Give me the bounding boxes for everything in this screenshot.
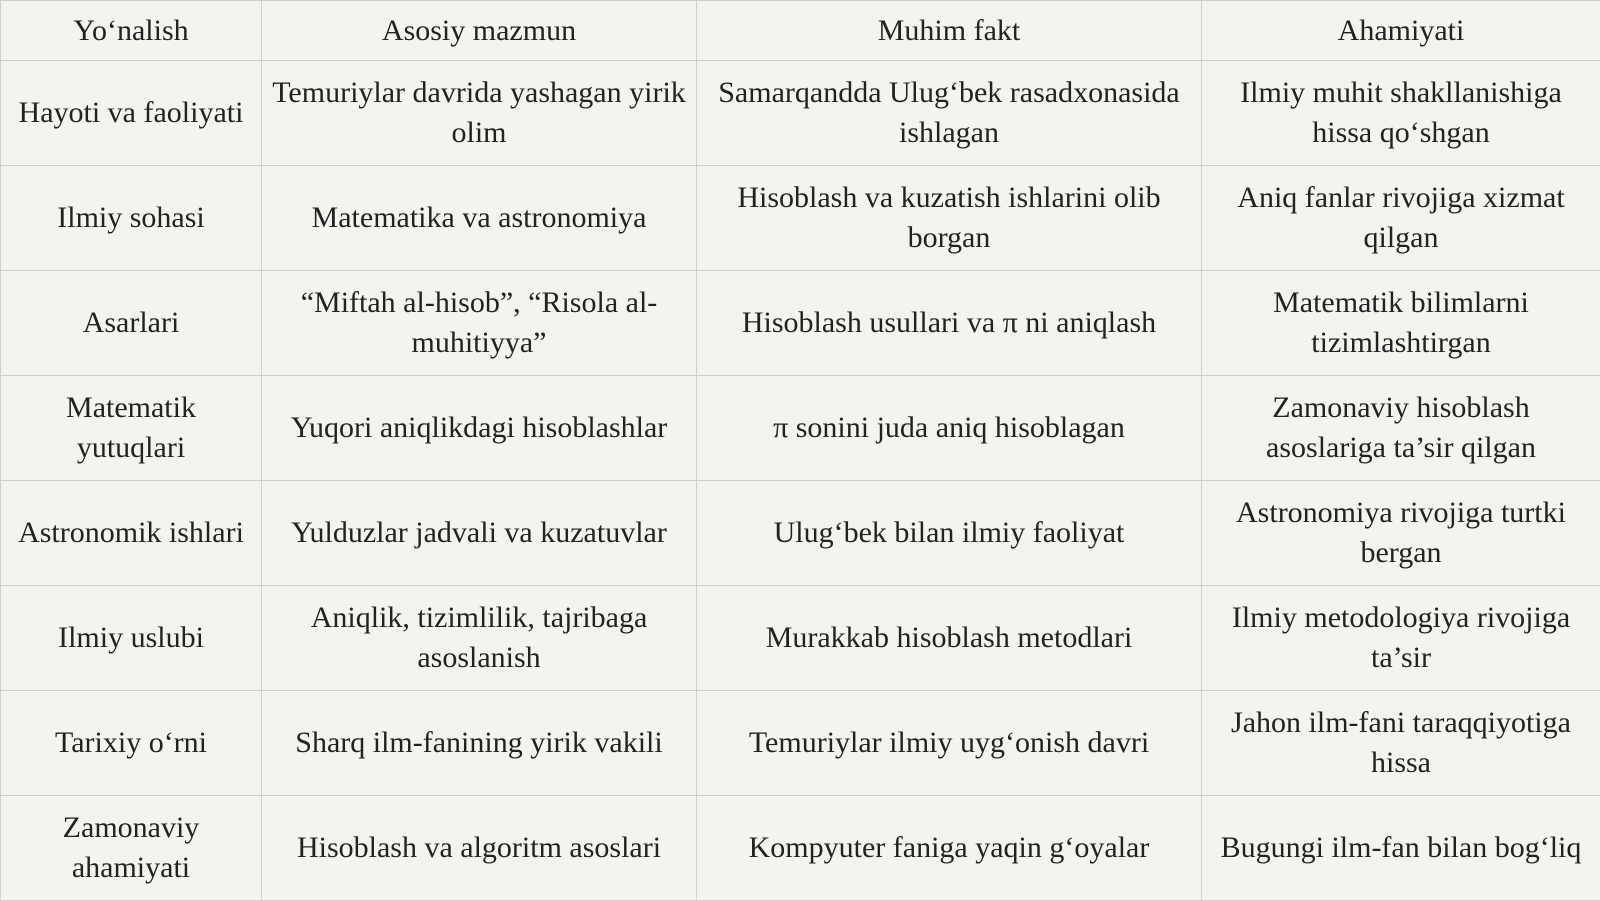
- table-cell: Zamonaviy ahamiyati: [1, 796, 262, 901]
- table-cell: Aniqlik, tizimlilik, tajribaga asoslanish: [262, 586, 697, 691]
- table-cell: Ilmiy metodologiya rivojiga ta’sir: [1202, 586, 1600, 691]
- table-cell: Tarixiy o‘rni: [1, 691, 262, 796]
- table-cell: Hayoti va faoliyati: [1, 61, 262, 166]
- table-row: [1, 166, 1600, 271]
- table-cell: Yulduzlar jadvali va kuzatuvlar: [262, 481, 697, 586]
- table-row: [1, 61, 1600, 166]
- table-cell: Hisoblash usullari va π ni aniqlash: [697, 271, 1202, 376]
- table-cell: Matematik yutuqlari: [1, 376, 262, 481]
- table-cell: Asarlari: [1, 271, 262, 376]
- table-row: [1, 691, 1600, 796]
- table-row: [1, 376, 1600, 481]
- table-cell: Yuqori aniqlikdagi hisoblashlar: [262, 376, 697, 481]
- table-cell: Sharq ilm-fanining yirik vakili: [262, 691, 697, 796]
- table-row: [1, 481, 1600, 586]
- table-cell: Hisoblash va algoritm asoslari: [262, 796, 697, 901]
- table-cell: Ulug‘bek bilan ilmiy faoliyat: [697, 481, 1202, 586]
- table-cell: Bugungi ilm-fan bilan bog‘liq: [1202, 796, 1600, 901]
- table-row: [1, 271, 1600, 376]
- column-header: Muhim fakt: [697, 1, 1202, 61]
- table-row: [1, 796, 1600, 901]
- table-cell: Matematika va astronomiya: [262, 166, 697, 271]
- table-cell: Aniq fanlar rivojiga xizmat qilgan: [1202, 166, 1600, 271]
- table-cell: Zamonaviy hisoblash asoslariga ta’sir qilgan: [1202, 376, 1600, 481]
- column-header: Ahamiyati: [1202, 1, 1600, 61]
- table-cell: Temuriylar ilmiy uyg‘onish davri: [697, 691, 1202, 796]
- table-cell: Temuriylar davrida yashagan yirik olim: [262, 61, 697, 166]
- table-cell: π sonini juda aniq hisoblagan: [697, 376, 1202, 481]
- table-cell: Astronomiya rivojiga turtki bergan: [1202, 481, 1600, 586]
- table-cell: Samarqandda Ulug‘bek rasadxonasida ishlagan: [697, 61, 1202, 166]
- table-cell: Murakkab hisoblash metodlari: [697, 586, 1202, 691]
- table-header-row: [1, 1, 1600, 61]
- column-header: Yo‘nalish: [1, 1, 262, 61]
- table-cell: Ilmiy muhit shakllanishiga hissa qo‘shgan: [1202, 61, 1600, 166]
- table-cell: Ilmiy uslubi: [1, 586, 262, 691]
- table-cell: Astronomik ishlari: [1, 481, 262, 586]
- table-cell: Ilmiy sohasi: [1, 166, 262, 271]
- table-cell: “Miftah al-hisob”, “Risola al-muhitiyya”: [262, 271, 697, 376]
- table-cell: Hisoblash va kuzatish ishlarini olib borgan: [697, 166, 1202, 271]
- table-cell: Matematik bilimlarni tizimlashtirgan: [1202, 271, 1600, 376]
- column-header: Asosiy mazmun: [262, 1, 697, 61]
- table-cell: Jahon ilm-fani taraqqiyotiga hissa: [1202, 691, 1600, 796]
- table-row: [1, 586, 1600, 691]
- table-cell: Kompyuter faniga yaqin g‘oyalar: [697, 796, 1202, 901]
